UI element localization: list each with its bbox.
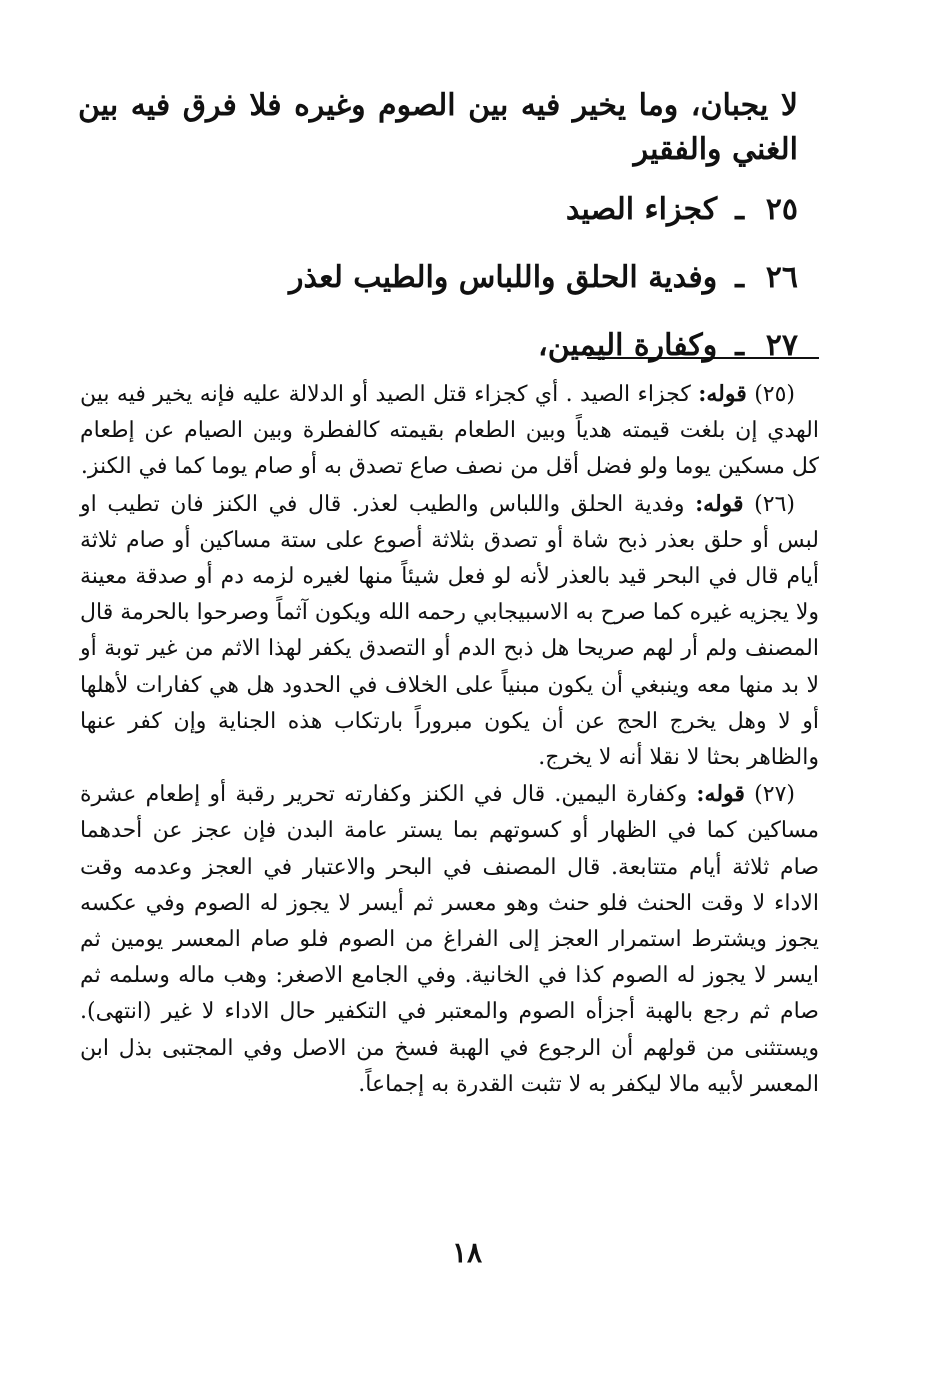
footnote-separator <box>587 357 819 359</box>
note-keyword: قوله: <box>695 490 744 517</box>
item-number: ٢٦ <box>765 260 798 295</box>
main-item-26 <box>78 248 798 308</box>
main-item-27 <box>78 316 798 376</box>
item-number: ٢٥ <box>765 192 798 227</box>
commentary-note-25 <box>80 376 819 486</box>
note-text: كجزاء الصيد . أي كجزاء قتل الصيد أو الدلالة عليه فإنه يخير فيه بين الهدي إن بلغت قيمته هدياً وبين الطعام بقيمته كالفطرة وبين الصيام عن إطعام كل مسكين يوما ولو فضل أقل من نصف صاع تصدق به أو صام يوما كما في الكنز. <box>80 382 819 480</box>
item-dash: ـ <box>735 328 744 363</box>
main-item-25 <box>78 180 798 240</box>
item-text: وكفارة اليمين، <box>538 328 718 363</box>
note-keyword: قوله: <box>696 781 745 808</box>
note-keyword: قوله: <box>698 381 747 407</box>
note-marker: (٢٥) <box>754 382 796 407</box>
item-dash: ـ <box>735 192 744 227</box>
note-text: وفدية الحلق واللباس والطيب لعذر. قال في الكنز فان تطيب او لبس أو حلق بعذر ذبح شاة أو تصدق بثلاثة أصوع على ستة مساكين أو صام ثلاثة أيام قال في البحر قيد بالعذر لأنه لو فعل شيئاً منها لغيره لزمه دم أو صدقة معينة ولا يجزيه غيره كما صرح به الاسبيجابي رحمه الله ويكون آثماً وصرحوا بالحرمة قال المصنف ولم أر لهم صريحا هل ذبح الدم أو التصدق يكفر لهذا الاثم من غير توبة أو لا بد منها معه وينبغي أن يكون مبنياً على الخلاف في الحدود هل هي كفارات لأهلها أو لا وهل يخرج الحج عن أن يكون مبروراً بارتكاب هذه الجناية وإن كفر عنها والظاهر بحثا لا نقلا أنه لا يخرج. <box>80 491 819 771</box>
commentary-note-26 <box>80 486 819 777</box>
note-marker: (٢٦) <box>754 491 795 517</box>
commentary-note-27 <box>80 776 819 1103</box>
item-number: ٢٧ <box>765 328 798 363</box>
commentary-section <box>80 376 819 1103</box>
item-text: كجزاء الصيد <box>565 192 718 227</box>
item-text: وفدية الحلق واللباس والطيب لعذر <box>288 260 718 295</box>
item-dash: ـ <box>735 260 744 295</box>
note-text: وكفارة اليمين. قال في الكنز وكفارته تحرير رقبة أو إطعام عشرة مساكين كما في الظهار أو كسوتهم بما يستر عامة البدن فإن عجز عن أحدهما صام ثلاثة أيام متتابعة. قال المصنف في البحر والاعتبار في العجز وعدمه وقت الاداء لا وقت الحنث فلو حنث وهو معسر ثم أيسر لا يجوز له الصوم وفي عكسه يجوز ويشترط استمرار العجز إلى الفراغ من الصوم فلو صام المعسر يومين ثم ايسر لا يجوز له الصوم كذا في الخانية. وفي الجامع الاصغر: وهب ماله وسلمه ثم صام ثم رجع بالهبة أجزأه الصوم والمعتبر في التكفير حال الاداء لا غير (انتهى). ويستثنى من قولهم أن الرجوع في الهبة فسخ من الاصل وفي المجتبى بذل ابن المعسر لأبيه مالا ليكفر به لا تثبت القدرة به إجماعاً. <box>80 782 819 1097</box>
main-text-intro: لا يجبان، وما يخير فيه بين الصوم وغيره فلا فرق فيه بين الغني والفقير <box>78 88 798 167</box>
page-number: ١٨ <box>451 1236 483 1269</box>
note-marker: (٢٧) <box>754 782 795 808</box>
main-text <box>78 84 798 376</box>
